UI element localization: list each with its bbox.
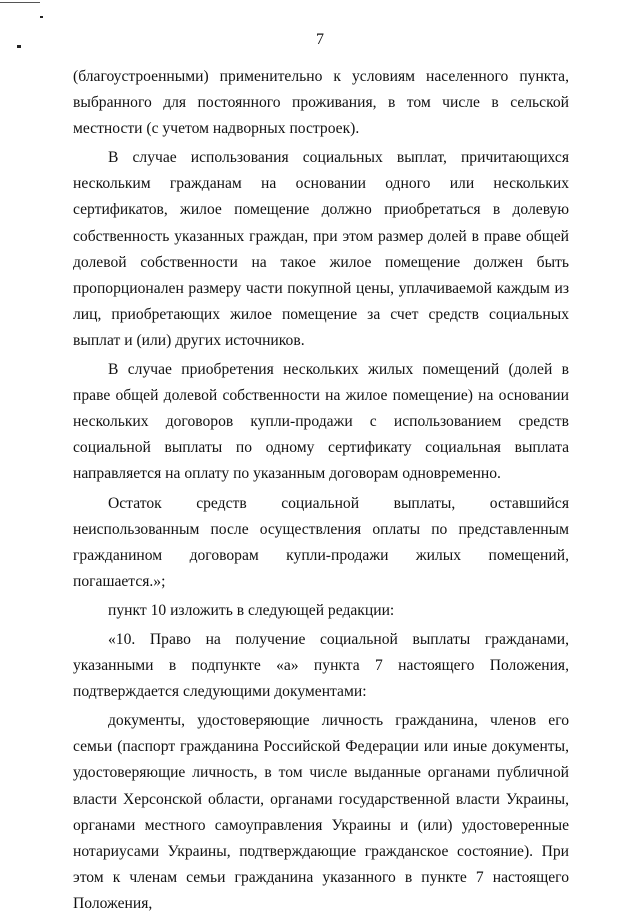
paragraph-multiple-contracts: В случае приобретения нескольких жилых помещений (долей в праве общей долевой собственности на жилое помещение) на основании нескольких договоров купли-продажи с использованием средств социальной выплаты по одному сертификату социальная выплата направляется на оплату по указанным договорам одновременно. xyxy=(73,361,569,483)
paragraph-identity-documents: документы, удостоверяющие личность гражданина, членов его семьи (паспорт гражданина Российской Федерации или иные документы, удостоверяющие личность, в том числе выданные органами публичной власти Херсонской области, органами государственной власти Украины, органами местного самоуправления Украины и (или) удостоверенные нотариусами Украины, подтверждающие гражданское состояние). При этом к членам семьи гражданина указанного в пункте 7 настоящего Положения, xyxy=(73,712,569,912)
paragraph-point-10: «10. Право на получение социальной выплаты гражданами, указанными в подпункте «а» пункта 7 настоящего Положения, подтверждается следующими документами: xyxy=(73,630,569,701)
paragraph-shared-ownership: В случае использования социальных выплат, причитающихся нескольким гражданам на основании одного или нескольких сертификатов, жилое помещение должно приобретаться в долевую собственность указанных граждан, при этом размер долей в праве общей долевой собственности на такое жилое помещение должен быть пропорционален размеру части покупной цены, уплачиваемой каждым из лиц, приобретающих жилое помещение за счет средств социальных выплат и (или) других источников. xyxy=(73,149,569,349)
paragraph-continuation: (благоустроенными) применительно к условиям населенного пункта, выбранного для постоянного проживания, в том числе в сельской местности (с учетом надворных построек). xyxy=(73,68,569,138)
paragraph-amendment-intro: пункт 10 изложить в следующей редакции: xyxy=(108,601,395,619)
scan-artifact xyxy=(0,2,40,3)
scan-artifact xyxy=(40,16,43,18)
paragraph-remaining-funds: Остаток средств социальной выплаты, оставшийся неиспользованным после осуществления оплаты по представленным гражданином договорам купли-продажи жилых помещений, погашается.»; xyxy=(73,494,569,590)
document-body xyxy=(73,64,569,917)
page-number: 7 xyxy=(316,31,324,48)
